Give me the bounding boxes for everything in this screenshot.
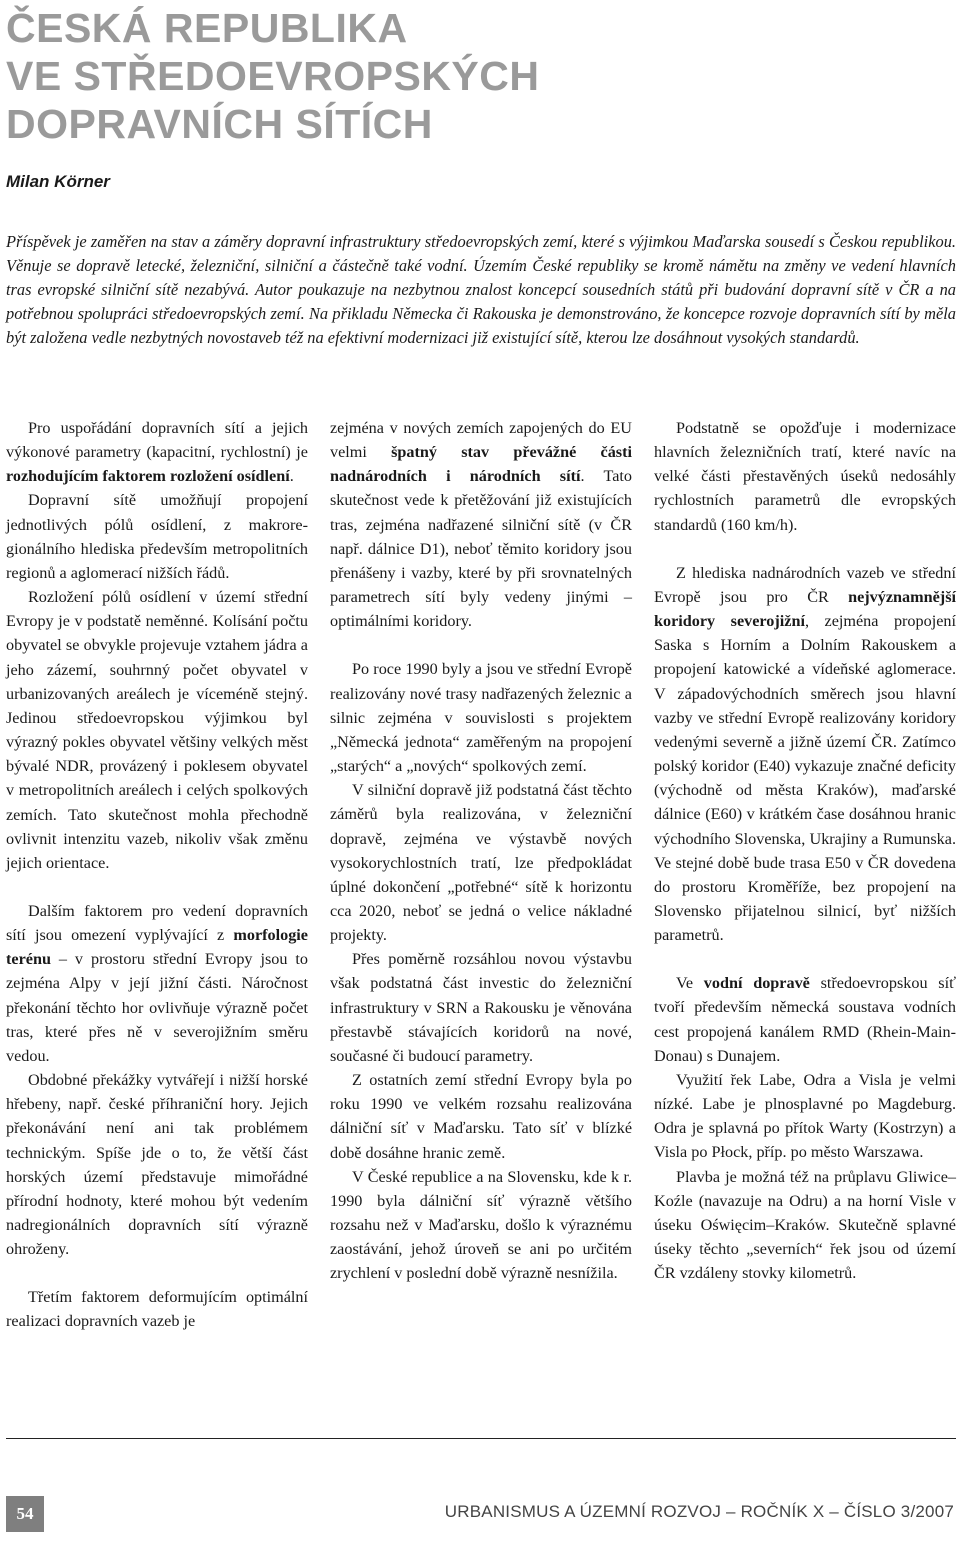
text-run: Z hlediska nadnárodních vazeb ve střední Evropě jsou pro ČR — [654, 563, 956, 606]
page-number: 54 — [6, 1496, 44, 1532]
text-run: . Tato skutečnost vede k přetěžování již existujících tras, zejména nadřazené silniční sítě (v ČR např. dálnice D1), neboť těmito koridory jsou přenášeny i vazby, které by při srovnatelných parametrech sítí byly vedeny jinými – optimálními koridory. — [330, 467, 632, 631]
emphasis-text: nejvýznamnější koridory severojižní — [654, 587, 956, 631]
text-column-3 — [654, 416, 956, 1285]
paragraph — [6, 416, 308, 488]
emphasis-text: špatný stav převážné části nadnárodních i národních sítí — [330, 443, 632, 486]
paragraph: Rozložení pólů osídlení v území střední Evropy je v podstatě neměnné. Kolísání počtu obyvatel se obvykle projevuje vztahem jádra a jeho zázemí, souhrnný počet obyvatel v urbanizovaných areálech je víceméně stejný. Jedinou středoevropskou výjimkou byl výrazný pokles obyvatel většiny velkých měst bývalé NDR, provázený i poklesem obyvatel v metropolitních areálech i celých spolkových zemích. Tato skutečnost mohla přechodně ovlivnit intenzitu vazeb, nikoliv však změnu jejich orientace. — [6, 588, 308, 872]
paragraph: V České republice a na Slovensku, kde k r. 1990 byla dálniční síť výrazně většího rozsahu než v Maďarsku, došlo k výraznému zaostávání, jehož úroveň se ani po určitém zrychlení v poslední době výrazně nesnížila. — [330, 1167, 632, 1283]
paragraph: Obdobné překážky vytvářejí i nižší horské hřebeny, např. české příhraniční hory. Jejich překonávání není ani tak problémem technickým. Spíše jde o to, že větší část horských území představuje mimořádné přírodní hodnoty, které mohou být vedením nadregionálních dopravních sítí výrazně ohroženy. — [6, 1071, 308, 1259]
text-run: – v prostoru střední Evropy jsou to zejména Alpy v její jižní části. Náročnost překonání těchto hor ovlivňuje výrazně počet tras, které přes ně v severojižním směru vedou. — [6, 950, 308, 1065]
title-line-2: VE STŘEDOEVROPSKÝCH — [6, 53, 540, 99]
journal-footer: URBANISMUS A ÚZEMNÍ ROZVOJ – ROČNÍK X – ČÍSLO 3/2007 — [444, 1502, 954, 1521]
abstract: Příspěvek je zaměřen na stav a záměry dopravní infrastruktury středoevropských zemí, které s výjimkou Maďarska sousedí s Českou republikou. Věnuje se dopravě letecké, železniční, silniční a částečně také vodní. Územím České republiky se kromě námětu na změny ve vedení hlavních tras evropské silniční sítě nezabývá. Autor poukazuje na nezbytnou znalost koncepcí sousedních států při budování dopravní sítě v ČR a na potřebnou spolupráci středoevropských zemí. Na přikladu Německa či Rakouska je demonstrováno, že koncepce rozvoje dopravních sítí by měla být založena vedle nezbytných novostaveb též na efektivní modernizaci již existující sítě, kterou lze dosáhnout vysokých standardů. — [6, 232, 956, 348]
paragraph: Podstatně se opožďuje i modernizace hlavních železničních tratí, které navíc na velké části přestavěných úseků nedosáhly rychlostních parametrů dle evropských standardů (160 km/h). — [654, 419, 956, 534]
paragraph: Třetím faktorem deformujícím optimální realizaci dopravních vazeb je — [6, 1288, 308, 1331]
paragraph — [654, 561, 956, 948]
text-run: středoevropskou síť tvoří především německá soustava vodních cest propojená kanálem RMD (Rhein-Main-Donau) s Dunajem. — [654, 974, 956, 1065]
text-column-2 — [330, 416, 632, 1285]
text-run: Dalším faktorem pro vedení dopravních sítí jsou omezení vyplývající z — [6, 901, 308, 945]
text-run: Pro uspořádání dopravních sítí a jejich výkonové parametry (kapacitní, rychlostní) je — [6, 419, 308, 462]
text-run: . — [289, 467, 294, 486]
paragraph: Z ostatních zemí střední Evropy byla po roku 1990 ve velkém rozsahu realizována dálniční síť v Maďarsku. Tato síť v blízké době dosáhne hranic země. — [330, 1071, 632, 1162]
emphasis-text: rozhodujícím faktorem rozložení osídlení — [6, 467, 290, 486]
title-line-3: DOPRAVNÍCH SÍTÍCH — [6, 101, 433, 147]
paragraph — [330, 416, 632, 633]
footer-divider — [6, 1438, 956, 1439]
emphasis-text: vodní dopravě — [703, 974, 810, 993]
article-title — [6, 4, 540, 148]
paragraph: V silniční dopravě již podstatná část těchto záměrů byla realizována, v železniční dopravě, zejména ve výstavbě nových vysokorychlostních tratí, lze předpokládat úplné dokončení „potřebné“ sítě k horizontu cca 2020, neboť se jedná o velice nákladné projekty. — [330, 781, 632, 945]
paragraph: Po roce 1990 byly a jsou ve střední Evropě realizovány nové trasy nadřazených železnic a silnic zejména v souvislosti s projektem „Německá jednota“ zaměřeným na propojení „starých“ a „nových“ spolkových zemí. — [330, 660, 632, 776]
author-name: Milan Körner — [6, 172, 110, 191]
paragraph — [6, 899, 308, 1068]
paragraph: Dopravní sítě umožňují propojení jednotlivých pólů osídlení, z makroregionálního hlediska především metropolitních regionů a aglomerací nižších řádů. — [6, 491, 308, 582]
title-line-1: ČESKÁ REPUBLIKA — [6, 5, 408, 51]
text-run: zejména v nových zemích zapojených do EU velmi — [330, 419, 632, 462]
emphasis-text: morfologie terénu — [6, 926, 308, 969]
text-run: Ve — [676, 974, 704, 993]
text-run: , zejména propojení Saska s Horním a Dolním Rakouskem a propojení katowické a vídeňské aglomerace. V západovýchodních směrech jsou hlavní vazby ve střední Evropě realizovány koridory vedenými severně a jižně území ČR. Zatímco polský koridor (E40) vykazuje značné deficity (východně od města Kraków), maďarské dálnice (E60) v krátkém čase dosáhnou hranic východního Slovenska, Ukrajiny a Rumunska. Ve stejné době bude trasa E50 v ČR dovedena do prostoru Kroměříže, bez propojení na Slovensko přijatelnou silnicí, byť nižších parametrů. — [654, 612, 956, 945]
paragraph: Využití řek Labe, Odra a Visla je velmi nízké. Labe je plnosplavné po Magdeburg. Odra je splavná po přítok Warty (Kostrzyn) a Visla po Płock, příp. po město Warszawa. — [654, 1070, 956, 1162]
paragraph — [654, 971, 956, 1068]
paragraph: Plavba je možná též na průplavu Gliwice–Koźle (navazuje na Odru) a na horní Visle v úseku Oświęcim–Kraków. Skutečně splavné úseky těchto „severních“ řek jsou od území ČR vzdáleny stovky kilometrů. — [654, 1167, 956, 1283]
paragraph: Přes poměrně rozsáhlou novou výstavbu však podstatná část investic do železniční infrastruktury v SRN a Rakousku je věnována přestavbě stávajících koridorů na nové, současné či budoucí parametry. — [330, 950, 632, 1065]
text-column-1 — [6, 416, 308, 1334]
